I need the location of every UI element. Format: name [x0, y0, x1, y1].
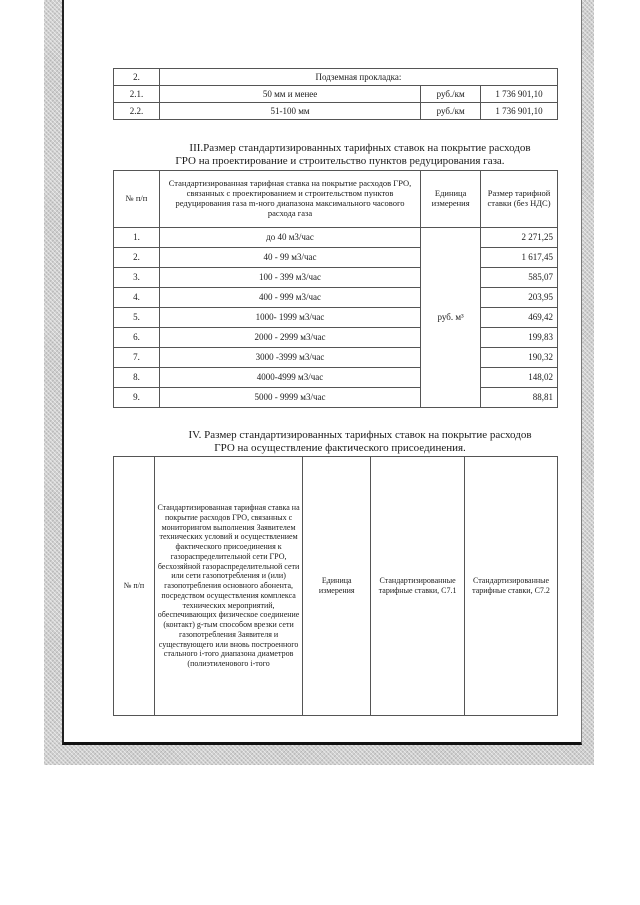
- row-rate: 585,07: [481, 268, 558, 288]
- unit-cell: руб. м³: [421, 228, 481, 408]
- row-description: 3000 -3999 м3/час: [159, 348, 420, 368]
- heading-line-1: III.Размер стандартизированных тарифных ставок на покрытие расходов: [189, 142, 531, 154]
- row-number: 7.: [114, 348, 160, 368]
- row-description: Подземная прокладка:: [159, 69, 557, 86]
- row-description: 100 - 399 м3/час: [159, 268, 420, 288]
- row-description: 5000 - 9999 м3/час: [159, 388, 420, 408]
- header-unit: Единица измерения: [421, 171, 481, 228]
- section-4-heading: [120, 429, 560, 456]
- row-number: 2.: [114, 248, 160, 268]
- row-rate: 88,81: [481, 388, 558, 408]
- row-rate: 1 617,45: [481, 248, 558, 268]
- row-description: 51-100 мм: [159, 103, 420, 120]
- table-row: [114, 288, 558, 308]
- table-row: [114, 268, 558, 288]
- row-number: 3.: [114, 268, 160, 288]
- row-description: 2000 - 2999 м3/час: [159, 328, 420, 348]
- header-c7-2: Стандартизированные тарифные ставки, С7.2: [465, 457, 558, 716]
- actual-connection-rates-table: [113, 456, 558, 716]
- header-num: № п/п: [114, 457, 155, 716]
- row-number: 8.: [114, 368, 160, 388]
- row-rate: 469,42: [481, 308, 558, 328]
- row-number: 4.: [114, 288, 160, 308]
- header-rate: Размер тарифной ставки (без НДС): [481, 171, 558, 228]
- row-number: 9.: [114, 388, 160, 408]
- row-rate: 190,32: [481, 348, 558, 368]
- row-rate: 1 736 901,10: [481, 86, 558, 103]
- table-row: [114, 86, 558, 103]
- table-row: [114, 228, 558, 248]
- header-description: Стандартизированная тарифная ставка на покрытие расходов ГРО, связанных с проектированием и строительством пунктов редуцирования газа m-ного диапазона максимального часового расхода газа: [159, 171, 420, 228]
- row-unit: руб./км: [421, 86, 481, 103]
- header-description: Стандартизированная тарифная ставка на покрытие расходов ГРО, связанных с мониторингом выполнения Заявителем технических условий и осуществлением фактического присоединения к газораспределительной сети ГРО, бесхозяйной газораспределительной сети или сети газопотребления и (или) газопотребления основного абонента, посредством осуществления комплекса технических мероприятий, обеспечивающих физическое соединение (контакт) g-тым способом врезки сети газопотребления Заявителя и существующего или вновь построенного стального i-того диапазона диаметров (полиэтиленового i-того: [154, 457, 303, 716]
- row-number: 2.1.: [114, 86, 160, 103]
- header-c7-1: Стандартизированные тарифные ставки, С7.1: [371, 457, 465, 716]
- table-row: [114, 308, 558, 328]
- reduction-points-rates-table: [113, 170, 558, 408]
- row-rate: 1 736 901,10: [481, 103, 558, 120]
- header-num: № п/п: [114, 171, 160, 228]
- heading-line-1: IV. Размер стандартизированных тарифных ставок на покрытие расходов: [188, 429, 532, 441]
- row-number: 6.: [114, 328, 160, 348]
- table-header-row: [114, 171, 558, 228]
- table-row: [114, 69, 558, 86]
- table-row: [114, 328, 558, 348]
- table-row: [114, 368, 558, 388]
- table-row: [114, 103, 558, 120]
- row-rate: 2 271,25: [481, 228, 558, 248]
- row-number: 2.2.: [114, 103, 160, 120]
- section-3-heading: [120, 142, 560, 169]
- table-header-row: [114, 457, 558, 716]
- row-description: 40 - 99 м3/час: [159, 248, 420, 268]
- row-rate: 148,02: [481, 368, 558, 388]
- heading-line-2: ГРО на осуществление фактического присоединения.: [214, 442, 466, 455]
- row-number: 5.: [114, 308, 160, 328]
- row-rate: 199,83: [481, 328, 558, 348]
- header-unit: Единица измерения: [303, 457, 371, 716]
- table-row: [114, 388, 558, 408]
- row-description: 400 - 999 м3/час: [159, 288, 420, 308]
- row-number: 2.: [114, 69, 160, 86]
- row-unit: руб./км: [421, 103, 481, 120]
- table-row: [114, 248, 558, 268]
- row-rate: 203,95: [481, 288, 558, 308]
- row-description: до 40 м3/час: [159, 228, 420, 248]
- row-description: 4000-4999 м3/час: [159, 368, 420, 388]
- row-description: 50 мм и менее: [159, 86, 420, 103]
- heading-line-2: ГРО на проектирование и строительство пунктов редуцирования газа.: [175, 155, 505, 168]
- underground-laying-table: [113, 68, 558, 120]
- row-description: 1000- 1999 м3/час: [159, 308, 420, 328]
- row-number: 1.: [114, 228, 160, 248]
- table-row: [114, 348, 558, 368]
